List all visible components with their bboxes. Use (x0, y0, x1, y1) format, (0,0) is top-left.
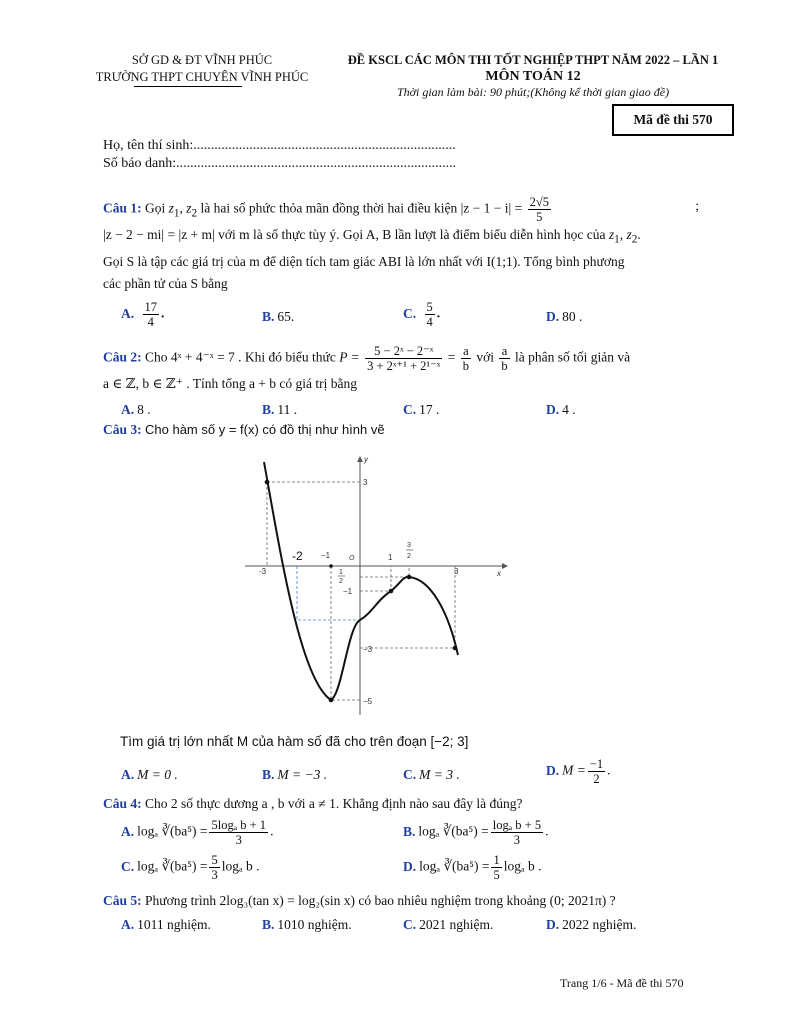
q3-question: Tìm giá trị lớn nhất M của hàm số đã cho trên đoạn [−2; 3] (120, 734, 469, 749)
q1-line-4: các phần tử của S bằng (103, 275, 228, 291)
curve (264, 462, 458, 700)
q5-option-c[interactable]: C. 2021 nghiệm. (403, 917, 494, 932)
q1-line-1: Câu 1: Gọi $z_1$, $z_2$ là hai số phức thỏa mãn đồng thời hai điều kiện |z − 1 − i| = $\frac{2√5}{5}$ ; (103, 195, 699, 224)
question-5 (103, 893, 616, 909)
fraction: $\frac{2√5}{5}$ (529, 195, 549, 224)
guide-lines (267, 482, 455, 700)
q3-option-a[interactable]: A. M = 0 . (121, 767, 178, 782)
q3-label: Câu 3: (103, 422, 142, 437)
q2-line-2: a ∈ ℤ, b ∈ ℤ⁺ . Tính tổng a + b có giá trị bằng (103, 376, 358, 391)
q2-p: P = (339, 349, 360, 365)
q4-option-a[interactable]: A. logₐ ∛(ba⁵) = $\frac{\text{5logₐ b + 1}}{3}$ . (121, 818, 274, 847)
page-footer: Trang 1/6 - Mã đề thi 570 (560, 976, 684, 990)
header-left (72, 52, 332, 86)
point (329, 564, 333, 568)
q4-option-d[interactable]: D. logₐ ∛(ba⁵) = $\frac{1}{5}$ logₐ b . (403, 853, 542, 882)
q1-option-c[interactable]: C. $\frac{5}{4}$ . (403, 300, 441, 329)
question-3 (103, 422, 385, 438)
q2-text: Cho 4ˣ + 4⁻ˣ = 7 . Khi đó biểu thức (145, 349, 336, 365)
q2-label: Câu 2: (103, 349, 142, 365)
q2-line-1: Câu 2: Cho 4ˣ + 4⁻ˣ = 7 . Khi đó biểu thức P = $\frac{\text{5 − 2ˣ − 2⁻ˣ}}{\text{3 + 2ˣ⁺¹ + 2¹⁻ˣ}}$ = $\frac{a}{b}$ với $\frac{a}{b}$ là phân số tối giản và (103, 344, 631, 373)
q5-option-b[interactable]: B. 1010 nghiệm. (262, 917, 352, 932)
q1-option-d[interactable]: D. 80 . (546, 309, 583, 324)
q3-text: Cho hàm số y = f(x) có đồ thị như hình vẽ (145, 422, 385, 437)
point (453, 646, 458, 651)
tick-y-minus1: −1 (343, 587, 353, 596)
q5-option-a[interactable]: A. 1011 nghiệm. (121, 917, 211, 932)
tick-y-3: 3 (363, 478, 368, 487)
q1-text: với m là số thực tùy ý. Gọi A, B lần lượt là điểm biểu diễn hình học của (218, 227, 606, 243)
exam-time-note: Thời gian làm bài: 90 phút;(Không kể thời gian giao đề) (396, 85, 670, 99)
tick-x-3half-num: 3 (407, 542, 411, 549)
question-4 (103, 796, 523, 812)
department-name: SỞ GD & ĐT VĨNH PHÚC (131, 53, 273, 67)
q5-option-d[interactable]: D. 2022 nghiệm. (546, 917, 637, 932)
tick-y-minus3: −3 (363, 645, 373, 654)
q4-label: Câu 4: (103, 796, 142, 811)
q3-option-c[interactable]: C. M = 3 . (403, 767, 460, 782)
x-axis-arrow (502, 563, 508, 569)
candidate-name-line: Họ, tên thí sinh:........................................................................... (103, 138, 456, 153)
exam-title: ĐỀ KSCL CÁC MÔN THI TỐT NGHIỆP THPT NĂM 2022 – LẦN 1 (347, 53, 719, 67)
exam-code-box: Mã đề thi 570 (612, 104, 734, 136)
q1-line-3: Gọi S là tập các giá trị của m để diện tích tam giác ABI là lớn nhất với I(1;1). Tổng bình phương (103, 253, 625, 269)
q2-option-d[interactable]: D. 4 . (546, 402, 576, 417)
tick-y-minus-half-den: 2 (339, 578, 343, 585)
point (407, 575, 412, 580)
point (389, 589, 394, 594)
x-axis-label: x (497, 569, 501, 578)
q4-text: Cho 2 số thực dương a , b với a ≠ 1. Khẳng định nào sau đây là đúng? (145, 796, 523, 811)
q2-option-c[interactable]: C. 17 . (403, 402, 440, 417)
school-name: TRƯỜNG THPT CHUYÊN VĨNH PHÚC (95, 70, 309, 84)
q2-option-a[interactable]: A. 8 . (121, 402, 151, 417)
origin-label: O (349, 555, 355, 562)
question-1 (103, 195, 699, 295)
q2-expression: $\frac{\text{5 − 2ˣ − 2⁻ˣ}}{\text{3 + 2ˣ⁺¹ + 2¹⁻ˣ}}$ (367, 344, 441, 373)
q1-option-a[interactable]: A. $\frac{17}{4}$ . (121, 300, 165, 329)
tick-x-minus1: −1 (321, 551, 331, 560)
tick-x-3half-den: 2 (407, 553, 411, 560)
header-right (318, 52, 748, 100)
point (265, 480, 270, 485)
y-axis-label: y (364, 455, 368, 464)
q1-condition-1: |z − 1 − i| = (460, 200, 523, 216)
school-underline (134, 86, 242, 87)
q4-option-b[interactable]: B. logₐ ∛(ba⁵) = $\frac{\text{logₐ b + 5}}{3}$ . (403, 818, 549, 847)
tick-x-1: 1 (388, 553, 393, 562)
q1-text: Gọi (145, 200, 166, 216)
question-2 (103, 344, 699, 395)
q2-option-b[interactable]: B. 11 . (262, 402, 298, 417)
q1-line-2: |z − 2 − mi| = |z + m| với m là số thực tùy ý. Gọi A, B lần lượt là điểm biểu diễn hình học của $z_1$, $z_2$. (103, 227, 641, 246)
tick-y-minus-half-num: 1 (339, 569, 343, 576)
y-axis-arrow (357, 456, 363, 462)
tick-x-3: 3 (454, 567, 459, 576)
q1-semicolon: ; (695, 198, 699, 213)
point (329, 698, 334, 703)
q4-option-c[interactable]: C. logₐ ∛(ba⁵) = $\frac{5}{3}$ logₐ b . (121, 853, 260, 882)
q3-option-d[interactable]: D. M = $\frac{-1}{2}$ . (546, 757, 611, 786)
q5-label: Câu 5: (103, 893, 142, 908)
exam-subject: MÔN TOÁN 12 (485, 69, 581, 84)
q1-text: là hai số phức thỏa mãn đồng thời hai điều kiện (200, 200, 458, 216)
q1-condition-2: |z − 2 − mi| = |z + m| (103, 227, 215, 243)
tick-x-minus2: -2 (292, 549, 303, 563)
q3-option-b[interactable]: B. M = −3 . (262, 767, 328, 782)
q1-option-b[interactable]: B. 65. (262, 309, 295, 324)
tick-y-minus5: −5 (363, 697, 373, 706)
q5-text: Phương trình 2log₃(tan x) = log₂(sin x) có bao nhiêu nghiệm trong khoảng (0; 2021π) ? (145, 893, 616, 908)
candidate-id-line: Số báo danh:................................................................................ (103, 156, 457, 171)
q1-label: Câu 1: (103, 200, 142, 216)
function-graph (240, 450, 520, 720)
tick-x-minus3: -3 (259, 567, 267, 576)
